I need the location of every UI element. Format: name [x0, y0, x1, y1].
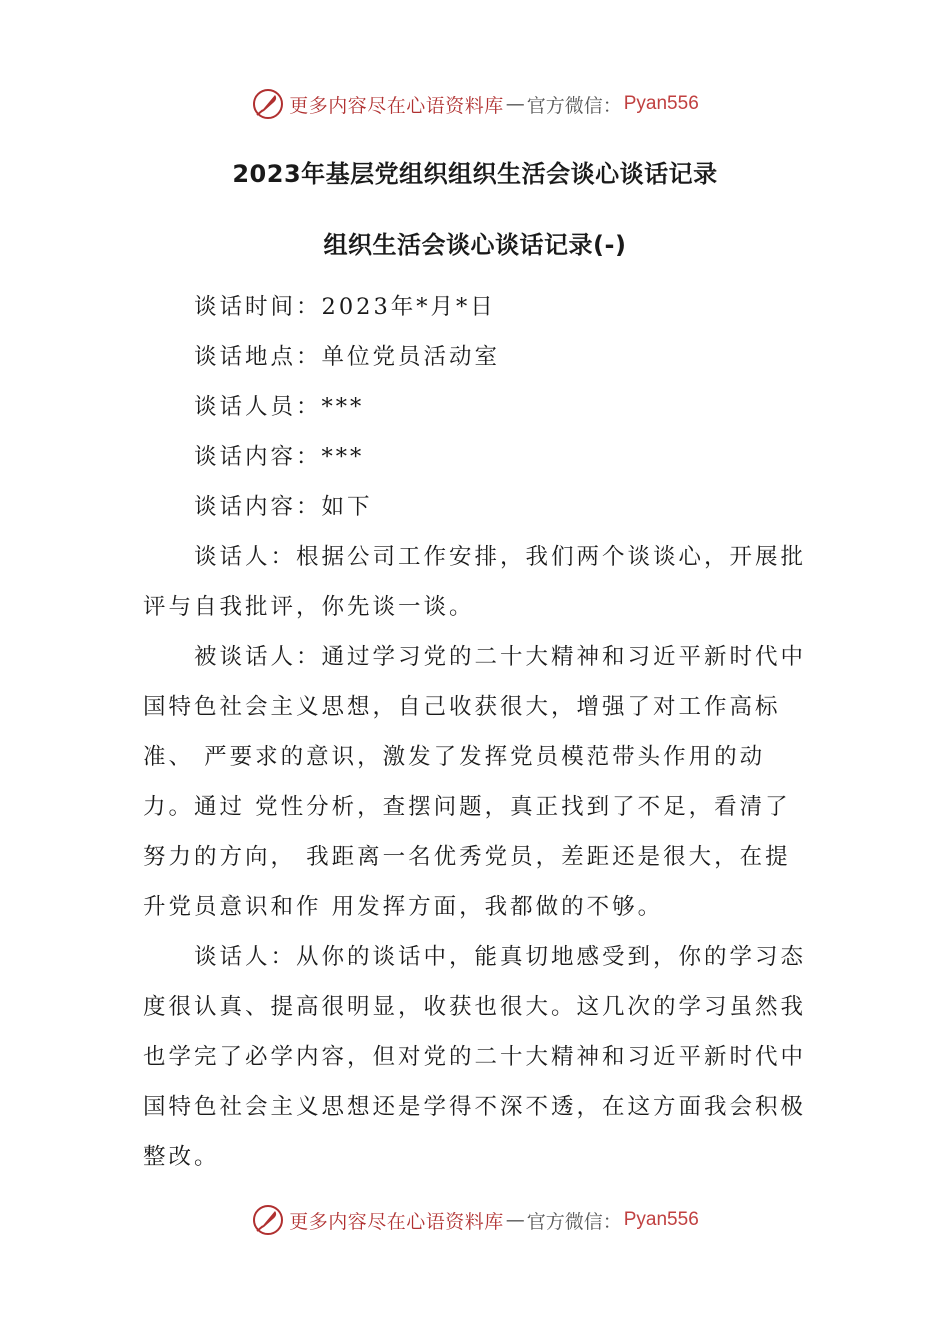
meta-line-participants: 谈话人员：*** — [194, 394, 365, 420]
document-title: 2023年基层党组织组织生活会谈心谈话记录 — [232, 160, 718, 188]
watermark-wechat-id: Pyan556 — [623, 93, 699, 114]
paragraph: 谈话人：根据公司工作安排，我们两个谈谈心，开展批评与自我批评，你先谈一谈。 — [143, 544, 807, 620]
header-watermark — [0, 82, 950, 126]
quill-logo-icon — [251, 87, 285, 121]
meta-line-time: 谈话时间：2023年*月*日 — [194, 294, 496, 320]
watermark-wechat-label: 官方微信： — [526, 94, 622, 117]
paragraph: 谈话人：从你的谈话中，能真切地感受到，你的学习态度很认真、提高很明显，收获也很大。这几次的学习虽然我也学完了必学内容，但对党的二十大精神和习近平新时代中国特色社会主义思想还是学得不深不透，在这方面我会积极整改。 — [143, 944, 807, 1170]
watermark-wechat-id: Pyan556 — [623, 1209, 699, 1230]
watermark-separator: — — [505, 93, 525, 115]
document-body — [143, 282, 811, 1182]
watermark-text: 更多内容尽在心语资料库 — [289, 1210, 504, 1233]
watermark-text: 更多内容尽在心语资料库 — [289, 94, 504, 117]
watermark-separator: — — [505, 1209, 525, 1231]
meta-line-content: 谈话内容：*** — [194, 444, 365, 470]
meta-line-location: 谈话地点：单位党员活动室 — [194, 344, 501, 370]
footer-watermark — [0, 1198, 950, 1242]
quill-logo-icon — [251, 1203, 285, 1237]
meta-line-content-detail: 谈话内容：如下 — [194, 494, 373, 520]
watermark-wechat-label: 官方微信： — [526, 1210, 622, 1233]
document-subtitle: 组织生活会谈心谈话记录(-) — [323, 231, 627, 259]
paragraph: 被谈话人：通过学习党的二十大精神和习近平新时代中国特色社会主义思想，自己收获很大，增强了对工作高标准、 严要求的意识，激发了发挥党员模范带头作用的动力。通过 党性分析，查摆问题，真正找到了不足，看清了努力的方向， 我距离一名优秀党员，差距还是很大，在提升党员意识和作 用发挥方面，我都做的不够。 — [143, 644, 807, 920]
